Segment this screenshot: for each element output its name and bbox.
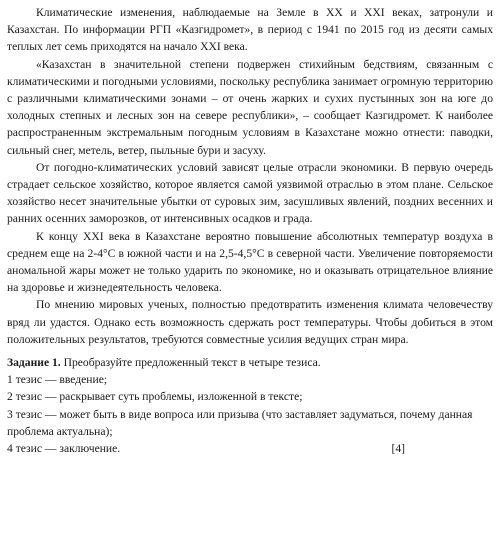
task-block [7,354,493,457]
thesis-line-3: 3 тезис — может быть в виде вопроса или призыва (что заставляет задуматься, почему данная проблема актуальна); [7,407,473,438]
thesis-line-2: 2 тезис — раскрывает суть проблемы, изложенной в тексте; [7,390,303,404]
paragraph-4: К концу XXI века в Казахстане вероятно повышение абсолютных температур воздуха в среднем еще на 2-4°C в южной части и на 2,5-4,5°C в северной части. Увеличение повторяемости аномальной жары может не только ударить по экономике, но и оказывать отрицательное влияние на здоровье и жизнедеятельность человека. [7,229,493,295]
task-heading [7,354,493,371]
paragraph-1: Климатические изменения, наблюдаемые на Земле в XX и XXI веках, затронули и Казахстан. По информации РГП «Казгидромет», в период с 1941 по 2015 год из десяти самых теплых лет семь приходятся на начало XXI века. [7,6,493,54]
thesis-line-4: 4 тезис — заключение. [7,442,121,456]
thesis-line-1: 1 тезис — введение; [7,373,108,387]
thesis-line-4-row [7,440,493,457]
paragraph-5: По мнению мировых ученых, полностью предотвратить изменения климата человечеству вряд ли удастся. Однако есть возможность сдержать рост температуры. Чтобы добиться в этом положительных результатов, требуются совместные усилия ведущих стран мира. [7,298,493,346]
document-page [7,4,493,457]
score-mark: [4] [391,442,405,456]
paragraph-3: От погодно-климатических условий зависят целые отрасли экономики. В первую очередь страдает сельское хозяйство, которое является самой уязвимой отраслью в этом плане. Сельское хозяйство несет значительные убытки от суровых зим, засушливых явлений, поздних весенних и ранних осенних заморозков, от интенсивных осадков и града. [7,160,493,226]
paragraph-2: «Казахстан в значительной степени подвержен стихийным бедствиям, связанным с климатическими и погодными условиями, поскольку республика занимает огромную территорию с различными климатическими зонами – от очень жарких и сухих пустынных зон на юге до холодных степных и лесных зон на севере республики», – сообщает Казгидромет. К наиболее распространенным экстремальным погодным условиям в Казахстане можно отнести: паводки, сильный снег, метель, ветер, пыльные бури и засуху. [7,57,493,157]
task-instruction: Преобразуйте предложенный текст в четыре тезиса. [63,356,321,370]
task-label: Задание 1. [7,356,61,370]
